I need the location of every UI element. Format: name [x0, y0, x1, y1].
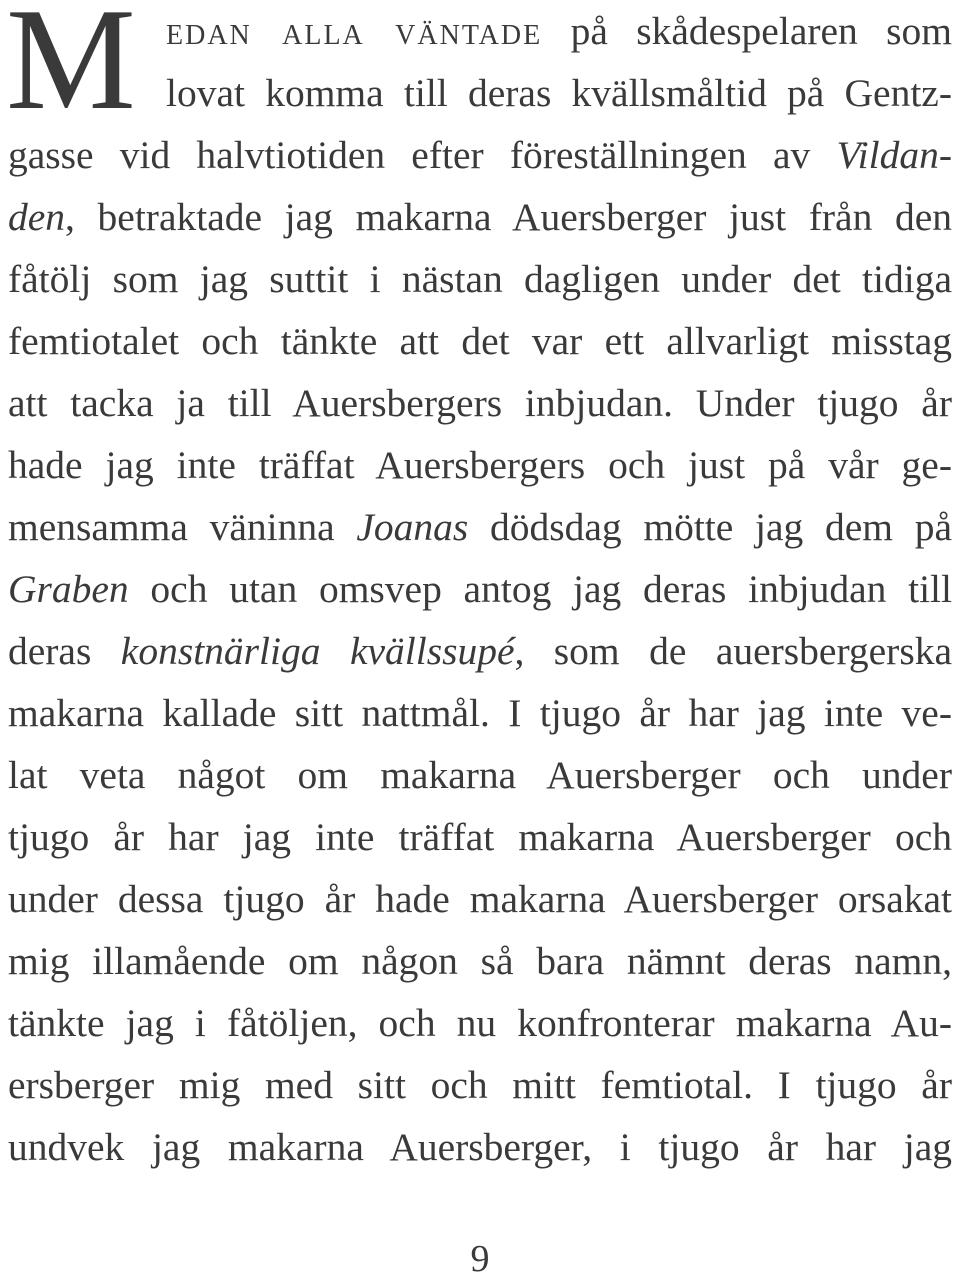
text-line-4 — [8, 195, 952, 239]
text-line-14: tjugo år har jag inte träffat makarna Auersberger och — [8, 815, 952, 859]
text-line-8: hade jag inte träffat Auersbergers och just på vår ge- — [8, 443, 952, 487]
text-line-12: makarna kallade sitt nattmål. I tjugo år har jag inte ve- — [8, 691, 952, 735]
text-line-10 — [8, 567, 952, 611]
text-line-1 — [166, 9, 953, 53]
drop-cap: M — [6, 0, 136, 140]
italic-title-vildanden: Vildan- — [836, 133, 952, 177]
page-number: 9 — [470, 1238, 490, 1280]
text-line-9 — [8, 505, 952, 549]
text-line-19: undvek jag makarna Auersberger, i tjugo år har jag — [8, 1125, 952, 1169]
text-line-5: fåtölj som jag suttit i nästan dagligen under det tidiga — [8, 257, 952, 301]
text-line-17: tänkte jag i fåtöljen, och nu konfronterar makarna Au- — [8, 1001, 952, 1045]
text-line-15: under dessa tjugo år hade makarna Auersberger orsakat — [8, 877, 952, 921]
italic-name-joanas: Joanas — [356, 505, 469, 549]
text-line-13: lat veta något om makarna Auersberger och under — [8, 753, 952, 797]
text-span: mensamma väninna — [8, 505, 357, 549]
text-line-16: mig illamående om någon så bara nämnt deras namn, — [8, 939, 952, 983]
text-span: på skådespelaren som — [542, 9, 953, 53]
opening-small-caps: edan alla väntade — [166, 9, 543, 53]
text-span: deras — [8, 629, 121, 673]
text-span: , som de auersbergerska — [514, 629, 952, 673]
text-span: , betraktade jag makarna Auersberger just från den — [65, 195, 952, 239]
text-line-2: lovat komma till deras kvällsmåltid på Gentz- — [166, 71, 952, 115]
italic-title-vildanden-end: den — [8, 195, 66, 239]
text-line-6: femtiotalet och tänkte att det var ett allvarligt misstag — [8, 319, 952, 363]
text-line-18: ersberger mig med sitt och mitt femtiotal. I tjugo år — [8, 1063, 952, 1107]
text-line-3 — [8, 133, 952, 177]
text-line-7: att tacka ja till Auersbergers inbjudan. Under tjugo år — [8, 381, 952, 425]
text-line-11 — [8, 629, 952, 673]
text-span: och utan omsvep antog jag deras inbjudan till — [128, 567, 952, 611]
text-span: dödsdag mötte jag dem på — [468, 505, 952, 549]
italic-phrase-supe: konstnärliga kvällssupé — [120, 629, 515, 673]
text-span: gasse vid halvtiotiden efter föreställningen av — [8, 133, 837, 177]
italic-place-graben: Graben — [8, 567, 129, 611]
